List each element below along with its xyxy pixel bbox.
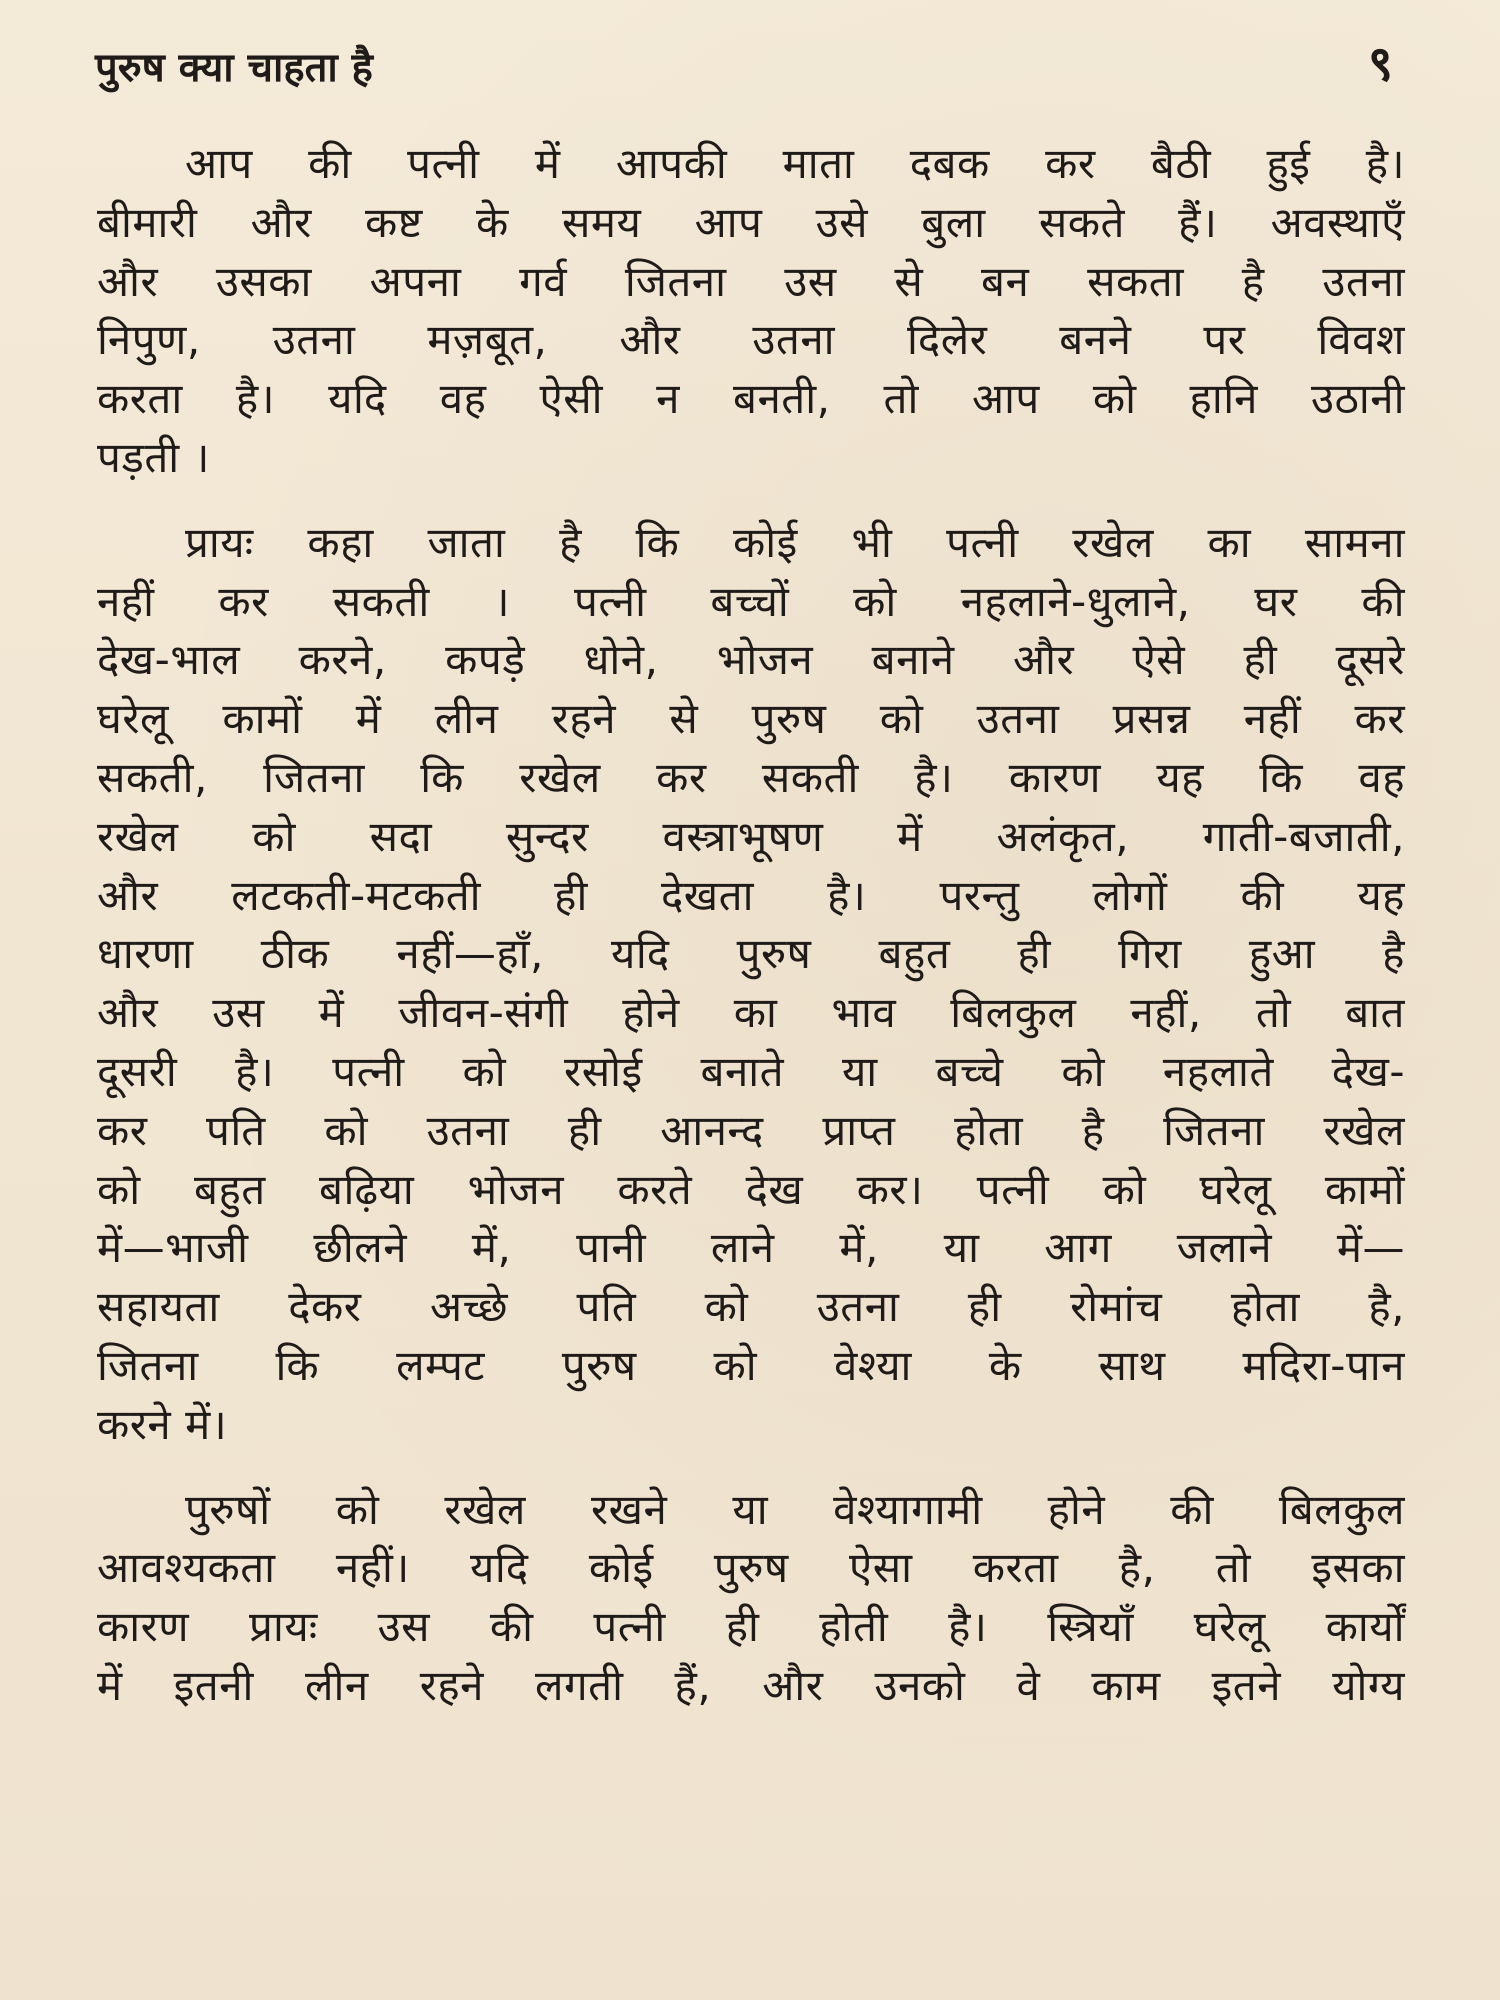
text-line: नहीं कर सकती । पत्नी बच्चों को नहलाने-धुलाने, घर की: [97, 576, 1405, 626]
body-text: [97, 135, 1405, 1742]
text-line: में—भाजी छीलने में, पानी लाने में, या आग जलाने में—: [97, 1223, 1405, 1273]
text-line: आप की पत्नी में आपकी माता दबक कर बैठी हुई है।: [185, 139, 1405, 188]
text-line: कारण प्रायः उस की पत्नी ही होती है। स्त्रियाँ घरेलू कार्यों: [97, 1602, 1405, 1652]
text-line: पुरुषों को रखेल रखने या वेश्यागामी होने की बिलकुल: [185, 1484, 1405, 1534]
text-line: और उस में जीवन-संगी होने का भाव बिलकुल नहीं, तो बात: [97, 988, 1405, 1038]
text-line: को बहुत बढ़िया भोजन करते देख कर। पत्नी को घरेलू कामों: [97, 1164, 1405, 1214]
paragraph-3: [97, 1481, 1405, 1716]
text-line: निपुण, उतना मज़बूत, और उतना दिलेर बनने पर विवश: [97, 315, 1405, 365]
paragraph-1: [97, 135, 1405, 488]
text-line: सकती, जितना कि रखेल कर सकती है। कारण यह कि वह: [97, 752, 1405, 802]
text-line: दूसरी है। पत्नी को रसोई बनाते या बच्चे को नहलाते देख-: [97, 1046, 1405, 1096]
text-line: देख-भाल करने, कपड़े धोने, भोजन बनाने और ऐसे ही दूसरे: [97, 635, 1405, 685]
text-line: में इतनी लीन रहने लगती हैं, और उनको वे काम इतने योग्य: [97, 1660, 1405, 1710]
text-line: प्रायः कहा जाता है कि कोई भी पत्नी रखेल का सामना: [185, 517, 1405, 567]
text-line: और उसका अपना गर्व जितना उस से बन सकता है उतना: [97, 256, 1405, 306]
paragraph-2: [97, 514, 1405, 1455]
text-line: सहायता देकर अच्छे पति को उतना ही रोमांच होता है,: [97, 1282, 1405, 1332]
running-title: पुरुष क्या चाहता है: [95, 45, 373, 91]
text-line: और लटकती-मटकती ही देखता है। परन्तु लोगों की यह: [97, 870, 1405, 920]
page-header: [95, 30, 1405, 100]
text-line: करता है। यदि वह ऐसी न बनती, तो आप को हानि उठानी: [97, 374, 1405, 424]
text-line: घरेलू कामों में लीन रहने से पुरुष को उतना प्रसन्न नहीं कर: [97, 694, 1405, 744]
page-number: ९: [1368, 36, 1393, 92]
text-line: आवश्यकता नहीं। यदि कोई पुरुष ऐसा करता है, तो इसका: [97, 1543, 1405, 1593]
text-line: जितना कि लम्पट पुरुष को वेश्या के साथ मदिरा-पान: [97, 1340, 1405, 1390]
text-line: धारणा ठीक नहीं—हाँ, यदि पुरुष बहुत ही गिरा हुआ है: [97, 929, 1405, 979]
text-line: करने में।: [97, 1399, 228, 1449]
text-line: बीमारी और कष्ट के समय आप उसे बुला सकते हैं। अवस्थाएँ: [97, 197, 1405, 247]
text-line: रखेल को सदा सुन्दर वस्त्राभूषण में अलंकृत, गाती-बजाती,: [97, 811, 1405, 861]
text-line: कर पति को उतना ही आनन्द प्राप्त होता है जितना रखेल: [97, 1105, 1405, 1155]
text-line: पड़ती ।: [97, 432, 210, 482]
